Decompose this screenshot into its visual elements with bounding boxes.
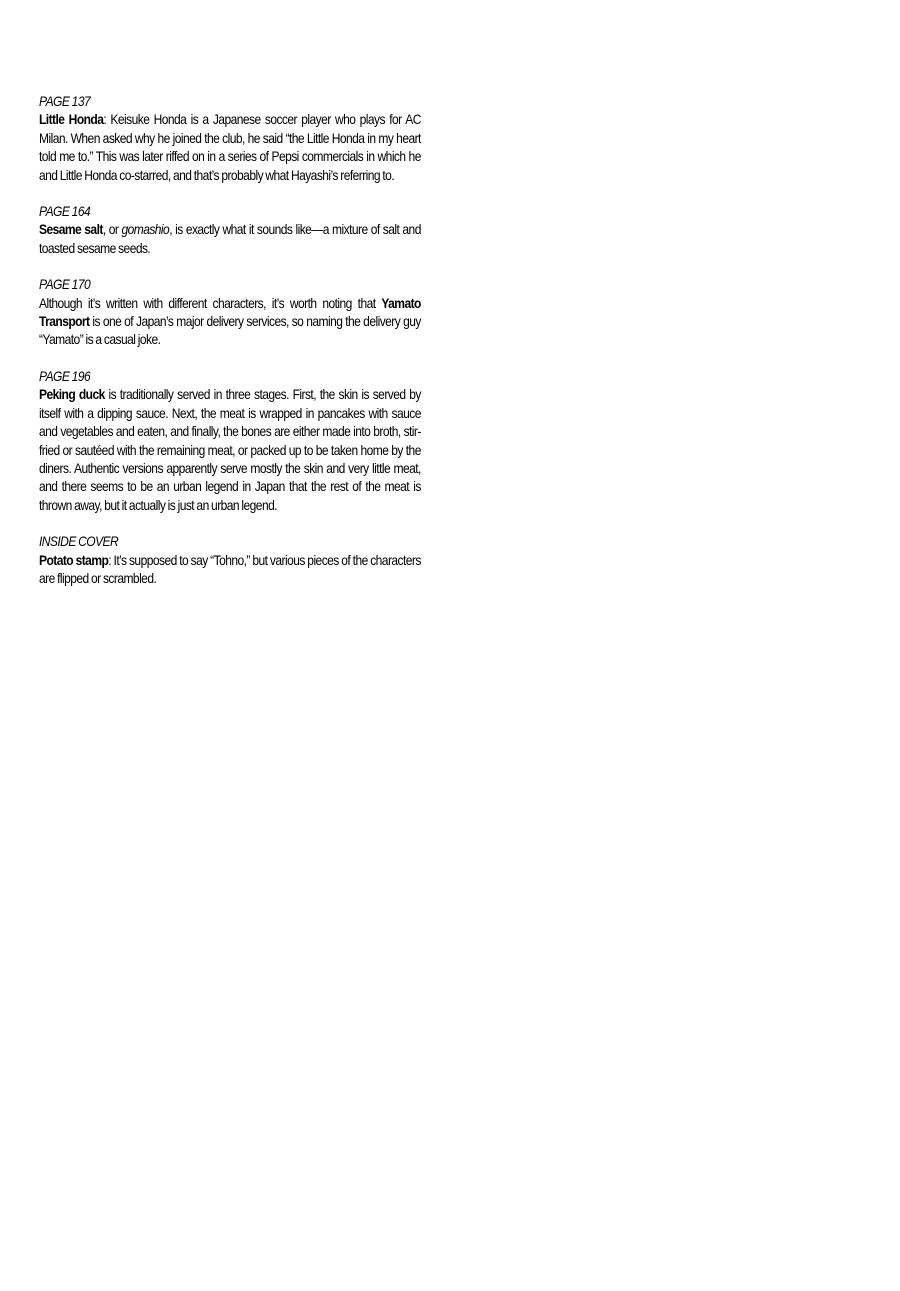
note-term: Peking duck	[39, 386, 105, 403]
note-emphasis: gomashio	[121, 221, 170, 238]
note-heading: PAGE 137	[39, 93, 91, 109]
note-body	[39, 220, 421, 257]
note-text: Although it’s written with different characters, it’s worth noting that	[39, 294, 382, 311]
note-body	[39, 110, 421, 184]
note-term: Yamato Transport	[39, 294, 421, 330]
note-text: , is exactly what it sounds like—a mixture of salt and toasted sesame seeds.	[39, 221, 421, 256]
note-body	[39, 294, 421, 349]
note-term: Sesame salt	[39, 221, 103, 238]
note-body	[39, 385, 421, 514]
note-term: Potato stamp	[39, 551, 109, 568]
note-text: is one of Japan’s major delivery services, so naming the delivery guy “Yamato” is a casual joke.	[39, 313, 421, 348]
note-heading: PAGE 196	[39, 367, 91, 384]
note-term: Little Honda	[39, 111, 104, 128]
translation-notes	[39, 92, 421, 605]
note-text: , or	[102, 221, 122, 238]
note-page-164	[39, 202, 421, 257]
note-heading: PAGE 170	[39, 276, 91, 293]
note-text: : Keisuke Honda is a Japanese soccer player who plays for AC Milan. When asked why he joined the club, he said “the Little Honda in my heart told me to.” This was later riffed on in a series of Pepsi commercials in which he and Little Honda co-starred, and that’s probably what Hayashi’s referring to.	[39, 111, 421, 183]
note-page-137	[39, 92, 421, 184]
note-heading: INSIDE COVER	[39, 533, 119, 550]
note-page-196	[39, 367, 421, 514]
note-text: : It’s supposed to say “Tohno,” but various pieces of the characters are flipped or scrambled.	[39, 551, 421, 586]
note-page-170	[39, 275, 421, 349]
note-inside-cover	[39, 532, 421, 587]
note-body	[39, 551, 421, 588]
note-heading: PAGE 164	[39, 203, 91, 220]
note-text: is traditionally served in three stages. First, the skin is served by itself with a dipping sauce. Next, the meat is wrapped in pancakes with sauce and vegetables and eaten, and finally, the bones are either made into broth, stir-fried or sautéed with the remaining meat, or packed up to be taken home by the diners. Authentic versions apparently serve mostly the skin and very little meat, and there seems to be an urban legend in Japan that the rest of the meat is thrown away, but it actually is just an urban legend.	[39, 386, 421, 513]
